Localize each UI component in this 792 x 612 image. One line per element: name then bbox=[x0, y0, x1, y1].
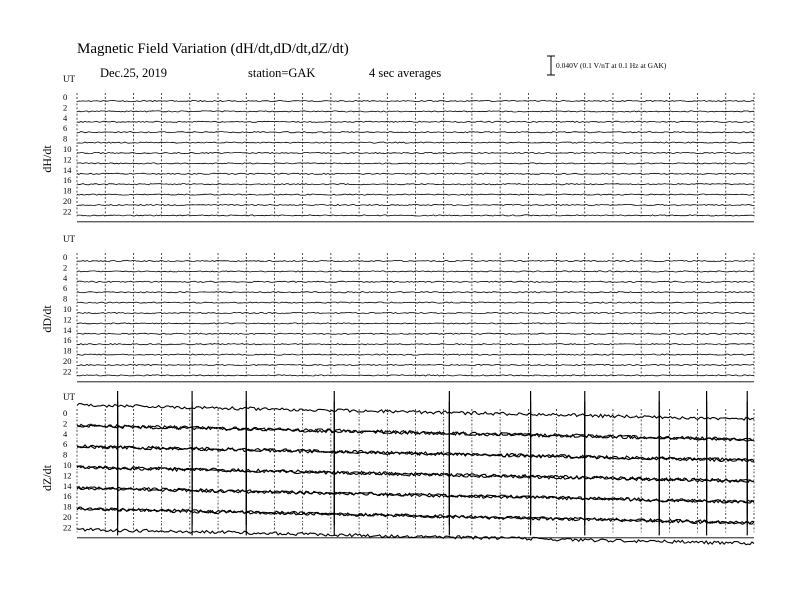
row-ut-label: 8 bbox=[63, 133, 68, 144]
trace-line bbox=[77, 111, 754, 112]
trace-line bbox=[77, 215, 754, 216]
scale-bar bbox=[547, 56, 555, 75]
panel-dz-dt bbox=[40, 391, 754, 545]
row-ut-label: 2 bbox=[63, 262, 68, 273]
row-ut-label: 4 bbox=[63, 272, 68, 283]
row-ut-label: 22 bbox=[63, 366, 72, 377]
row-ut-label: 12 bbox=[63, 154, 72, 165]
panel-ut-label: UT bbox=[63, 234, 75, 244]
panel-y-label: dD/dt bbox=[40, 305, 54, 333]
row-ut-label: 0 bbox=[63, 408, 68, 418]
panel-dd-dt bbox=[40, 234, 754, 382]
row-ut-label: 20 bbox=[63, 196, 72, 206]
row-ut-label: 16 bbox=[63, 175, 72, 186]
row-ut-label: 16 bbox=[63, 491, 72, 502]
row-ut-label: 20 bbox=[63, 512, 72, 522]
row-ut-label: 14 bbox=[63, 480, 72, 491]
row-ut-label: 22 bbox=[63, 522, 72, 533]
row-ut-label: 10 bbox=[63, 460, 72, 470]
row-ut-label: 10 bbox=[63, 304, 72, 314]
row-ut-label: 6 bbox=[63, 123, 68, 134]
row-ut-label: 14 bbox=[63, 324, 72, 335]
panel-y-label: dZ/dt bbox=[40, 465, 54, 491]
row-ut-label: 12 bbox=[63, 314, 72, 325]
panel-ut-label: UT bbox=[63, 392, 75, 402]
trace-line bbox=[77, 132, 754, 133]
row-ut-label: 8 bbox=[63, 293, 68, 304]
row-ut-label: 12 bbox=[63, 470, 72, 481]
trace-line bbox=[77, 292, 754, 293]
scale-bar-label: 0.040V (0.1 V/nT at 0.1 Hz at GAK) bbox=[556, 61, 667, 70]
row-ut-label: 2 bbox=[63, 418, 68, 429]
row-ut-label: 20 bbox=[63, 356, 72, 366]
panel-dh-dt bbox=[40, 74, 754, 222]
row-ut-label: 2 bbox=[63, 102, 68, 113]
panel-ut-label: UT bbox=[63, 74, 75, 84]
trace-line bbox=[77, 121, 754, 122]
row-ut-label: 6 bbox=[63, 283, 68, 294]
row-ut-label: 16 bbox=[63, 335, 72, 346]
trace-line bbox=[77, 302, 754, 303]
chart-title: Magnetic Field Variation (dH/dt,dD/dt,dZ/dt) bbox=[77, 41, 349, 57]
row-ut-label: 4 bbox=[63, 428, 68, 439]
row-ut-label: 0 bbox=[63, 92, 68, 102]
row-ut-label: 0 bbox=[63, 252, 68, 262]
station-label: station=GAK bbox=[248, 66, 316, 80]
date-label: Dec.25, 2019 bbox=[100, 66, 167, 80]
row-ut-label: 6 bbox=[63, 439, 68, 450]
row-ut-label: 18 bbox=[63, 185, 72, 196]
row-ut-label: 18 bbox=[63, 345, 72, 356]
row-ut-label: 8 bbox=[63, 449, 68, 460]
row-ut-label: 14 bbox=[63, 164, 72, 175]
trace-line bbox=[77, 184, 754, 185]
row-ut-label: 4 bbox=[63, 112, 68, 123]
row-ut-label: 18 bbox=[63, 501, 72, 512]
averaging-label: 4 sec averages bbox=[369, 66, 442, 80]
panel-y-label: dH/dt bbox=[40, 145, 54, 173]
trace-line bbox=[77, 260, 754, 261]
row-ut-label: 22 bbox=[63, 206, 72, 217]
row-ut-label: 10 bbox=[63, 144, 72, 154]
trace-line bbox=[77, 528, 754, 545]
